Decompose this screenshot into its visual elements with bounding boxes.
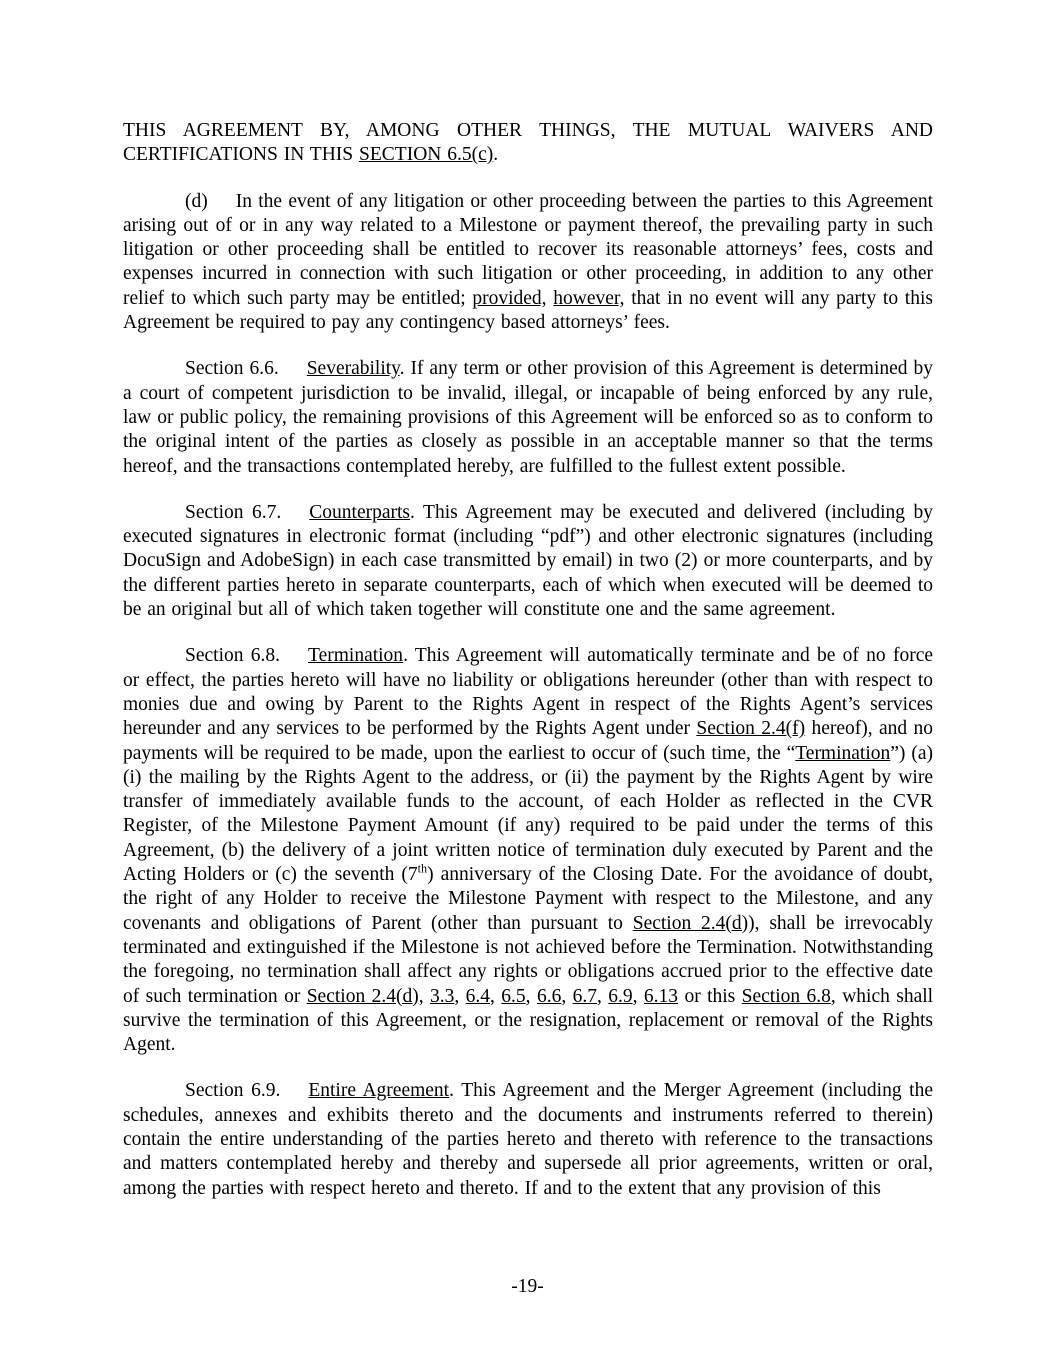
paragraph-section-6-9-entire-agreement	[123, 1079, 933, 1200]
text-run: Section 6.7.	[185, 501, 282, 523]
text-run: Section 6.6.	[185, 358, 279, 380]
underlined-reference: Section 2.4(f)	[696, 718, 806, 740]
underlined-reference: provided,	[472, 287, 547, 309]
underlined-reference: Counterparts	[309, 501, 410, 523]
text-run: . If any term or other provision of this Agreement is determined by a court of competent jurisdiction to be invalid, illegal, or incapable of being enforced by any rule, law or public policy, the remaining provisions of this Agreement will be enforced so as to conform to the original intent of the parties as closely as possible in an acceptable manner so that the terms hereof, and the transactions contemplated hereby, are fulfilled to the fullest extent possible.	[123, 358, 933, 477]
underlined-reference: however,	[553, 287, 625, 309]
paragraph-continuation-uppercase	[123, 119, 933, 168]
underlined-reference: Section 6.8	[741, 985, 831, 1007]
underlined-reference: Severability	[306, 358, 400, 380]
text-run: THIS AGREEMENT BY, AMONG OTHER THINGS, THE MUTUAL WAIVERS AND CERTIFICATIONS IN THIS	[123, 120, 933, 166]
underlined-reference: Section 2.4(d)	[632, 912, 749, 934]
text-run: In the event of any litigation or other proceeding between the parties to this Agreement arising out of or in any way related to a Milestone or payment thereof, the prevailing party in such litigation or other proceeding shall be entitled to recover its reasonable attorneys’ fees, costs and expenses incurred in connection with such litigation or other proceeding, in addition to any other relief to which such party may be entitled;	[123, 190, 933, 309]
paragraph-section-6-6-severability	[123, 357, 933, 478]
page-number: -19-	[511, 1276, 544, 1297]
text-run: ”) (a) (i) the mailing by the Rights Agent to the address, or (ii) the payment by the Rights Agent by wire transfer of immediately available funds to the account, of each Holder as reflected in the CVR Register, of the Milestone Payment Amount (if any) required to be paid under the terms of this Agreement, (b) the delivery of a joint written notice of termination duly executed by Parent and the Acting Holders or (c) the seventh (7	[123, 742, 933, 886]
text-run: Section 6.8.	[185, 645, 281, 667]
text-run: ), shall be irrevocably terminated and extinguished if the Milestone is not achieved before the Termination. Notwithstanding the foregoing, no termination shall affect any rights or obligations accrued prior to the effective date of such termination or	[123, 912, 934, 1007]
underlined-reference: Termination	[795, 742, 891, 764]
text-run: or this	[678, 985, 742, 1007]
underlined-reference: Section 2.4(d)	[306, 985, 419, 1007]
text-run: ) anniversary of the Closing Date. For the avoidance of doubt, the right of any Holder to receive the Milestone Payment with respect to the Milestone, and any covenants and obligations of Parent (other than pursuant to	[123, 864, 933, 934]
text-run: . This Agreement may be executed and delivered (including by executed signatures in electronic format (including “pdf”) and other electronic signatures (including DocuSign and AdobeSign) in each case transmitted by email) in two (2) or more counterparts, and by the different parties hereto in separate counterparts, each of which when executed will be deemed to be an original but all of which taken together will constitute one and the same agreement.	[123, 501, 933, 621]
paragraph-section-6-7-counterparts	[123, 501, 933, 622]
underlined-reference: 6.5	[501, 985, 526, 1007]
underlined-reference: Termination	[308, 645, 404, 667]
page-body	[123, 119, 933, 1201]
text-run: ,	[632, 985, 644, 1007]
text-run: Section 6.9.	[185, 1080, 281, 1102]
underlined-reference: 3.3	[429, 985, 455, 1007]
paragraph-subsection-d-litigation	[123, 190, 933, 336]
text-run: ,	[418, 985, 430, 1007]
text-run: ,	[561, 985, 573, 1007]
superscript-text: th	[417, 861, 428, 876]
underlined-reference: 6.4	[465, 985, 491, 1007]
text-run: . This Agreement and the Merger Agreement (including the schedules, annexes and exhibits thereto and the documents and instruments referred to therein) contain the entire understanding of the parties hereto and thereto with reference to the transactions and matters contemplated hereby and thereby and supersede all prior agreements, written or oral, among the parties with respect hereto and thereto. If and to the extent that any provision of this	[123, 1080, 933, 1199]
text-run: . This Agreement will automatically terminate and be of no force or effect, the parties hereto will have no liability or obligations hereunder (other than with respect to monies due and owing by Parent to the Rights Agent in respect of the Rights Agent’s services hereunder and any services to be performed by the Rights Agent under	[123, 645, 934, 740]
underlined-reference: 6.6	[536, 985, 562, 1007]
underlined-reference: 6.13	[643, 985, 679, 1007]
underlined-reference: 6.9	[608, 985, 633, 1007]
text-run: ,	[454, 985, 466, 1007]
text-run: ,	[490, 985, 502, 1007]
text-run: .	[493, 144, 499, 166]
paragraph-section-6-8-termination	[123, 644, 933, 1057]
text-run: that in no event will any party to this Agreement be required to pay any contingency based attorneys’ fees.	[123, 287, 933, 334]
text-run: ,	[596, 985, 609, 1007]
text-run: (d)	[185, 190, 208, 212]
text-run: hereof), and no payments will be required to be made, upon the earliest to occur of (such time, the “	[123, 718, 933, 764]
underlined-reference: Entire Agreement	[308, 1080, 450, 1102]
text-run: ,	[525, 985, 537, 1007]
underlined-reference: 6.7	[572, 985, 597, 1007]
text-run: , which shall survive the termination of this Agreement, or the resignation, replacement or removal of the Rights Agent.	[123, 985, 934, 1056]
underlined-reference: SECTION 6.5(c)	[359, 144, 494, 166]
